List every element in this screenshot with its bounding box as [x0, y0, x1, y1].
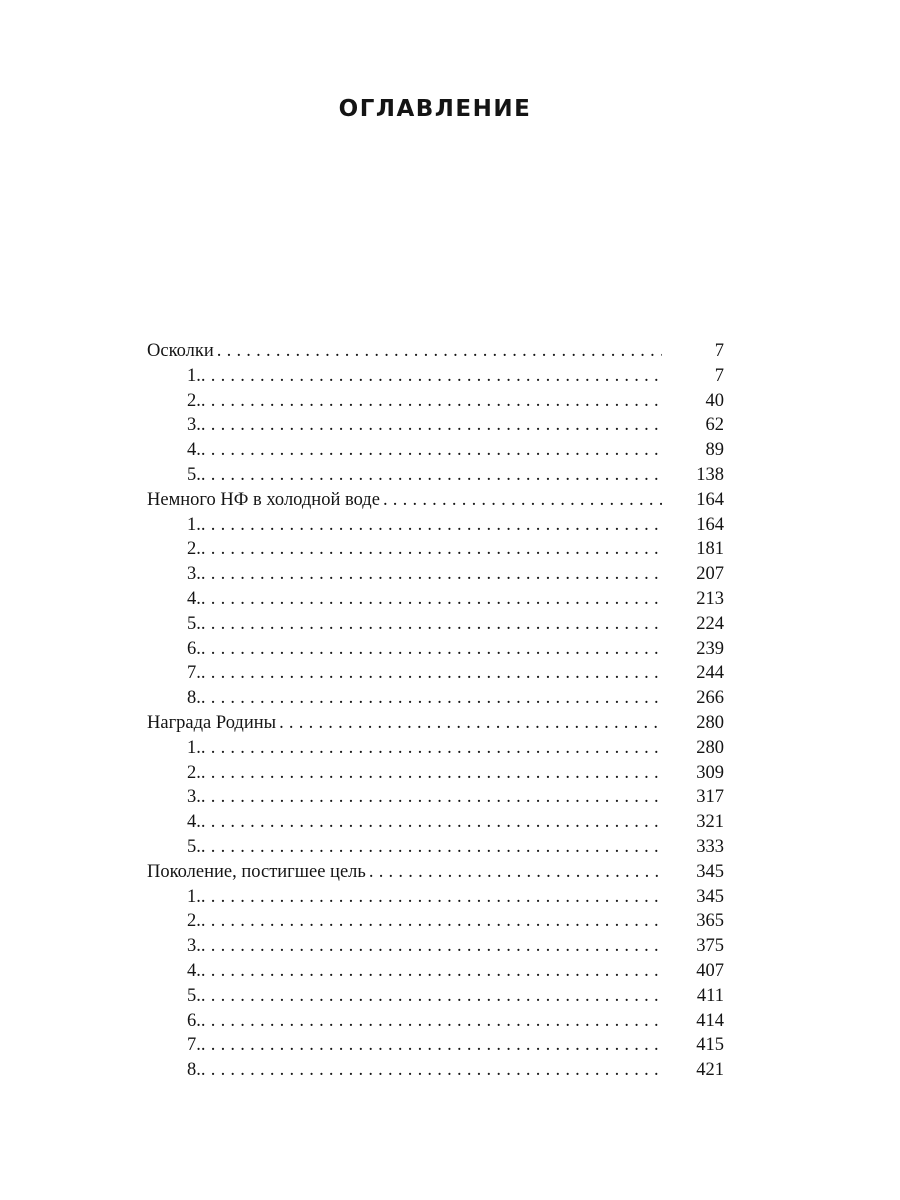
- toc-subentry: [147, 810, 724, 835]
- page-number: 407: [696, 960, 724, 981]
- page-number: 421: [696, 1060, 724, 1081]
- toc-entry: [147, 860, 724, 885]
- page-number: 207: [696, 564, 724, 585]
- toc-entry-label: Немного НФ в холодной воде: [147, 489, 380, 510]
- toc-subentry-label: 6.: [187, 638, 201, 659]
- toc-subentry-label: 8.: [187, 1060, 201, 1081]
- toc-subentry: [147, 661, 724, 686]
- toc-subentry: [147, 413, 724, 438]
- toc-subentry-label: 8.: [187, 688, 201, 709]
- dot-leader: [201, 984, 662, 1009]
- toc-subentry: [147, 909, 724, 934]
- dot-leader: [201, 1058, 662, 1083]
- toc-subentry: [147, 612, 724, 637]
- dot-leader: [201, 761, 662, 786]
- toc-subentry: [147, 984, 724, 1009]
- page-number: 7: [714, 341, 724, 361]
- page-number: 40: [705, 390, 724, 411]
- toc-entry-label: Осколки: [147, 341, 214, 361]
- page-number: 62: [705, 415, 724, 436]
- dot-leader: [201, 736, 662, 761]
- toc-subentry-label: 1.: [187, 514, 201, 535]
- dot-leader: [366, 860, 662, 885]
- toc-subentry-label: 3.: [187, 936, 201, 957]
- page-number: 280: [696, 737, 724, 758]
- dot-leader: [201, 587, 662, 612]
- page-number: 164: [696, 489, 724, 510]
- toc-subentry-label: 1.: [187, 737, 201, 758]
- page-number: 365: [696, 911, 724, 932]
- toc-subentry-label: 5.: [187, 464, 201, 485]
- dot-leader: [201, 885, 662, 910]
- table-of-contents: [147, 339, 724, 1083]
- dot-leader: [201, 537, 662, 562]
- dot-leader: [380, 488, 662, 513]
- dot-leader: [201, 463, 662, 488]
- dot-leader: [201, 389, 662, 414]
- dot-leader: [201, 934, 662, 959]
- toc-subentry-label: 1.: [187, 886, 201, 907]
- toc-subentry: [147, 959, 724, 984]
- toc-subentry: [147, 463, 724, 488]
- toc-subentry-label: 2.: [187, 539, 201, 560]
- toc-subentry: [147, 885, 724, 910]
- toc-entry: [147, 711, 724, 736]
- page-number: 224: [696, 613, 724, 634]
- dot-leader: [201, 637, 662, 662]
- toc-subentry: [147, 934, 724, 959]
- toc-subentry: [147, 761, 724, 786]
- toc-subentry: [147, 438, 724, 463]
- page-number: 89: [705, 440, 724, 461]
- page-title: ОГЛАВЛЕНИЕ: [338, 96, 532, 122]
- toc-subentry: [147, 1058, 724, 1083]
- toc-subentry: [147, 537, 724, 562]
- page-number: 411: [696, 985, 724, 1006]
- page-number: 244: [696, 663, 724, 684]
- toc-entry-label: Награда Родины: [147, 712, 277, 733]
- dot-leader: [201, 513, 662, 538]
- toc-entry: [147, 339, 724, 364]
- toc-subentry: [147, 736, 724, 761]
- toc-subentry: [147, 1033, 724, 1058]
- page-number: 317: [696, 787, 724, 808]
- dot-leader: [201, 413, 662, 438]
- toc-subentry-label: 3.: [187, 415, 201, 436]
- page-number: 415: [696, 1035, 724, 1056]
- dot-leader: [201, 686, 662, 711]
- page-number: 266: [696, 688, 724, 709]
- toc-subentry: [147, 637, 724, 662]
- toc-subentry-label: 5.: [187, 836, 201, 857]
- dot-leader: [201, 438, 662, 463]
- dot-leader: [201, 1009, 662, 1034]
- toc-subentry-label: 7.: [187, 1035, 201, 1056]
- page-number: 321: [696, 812, 724, 833]
- page-number: 309: [696, 762, 724, 783]
- toc-subentry: [147, 835, 724, 860]
- toc-subentry-label: 6.: [187, 1010, 201, 1031]
- page-number: 375: [696, 936, 724, 957]
- toc-subentry-label: 4.: [187, 588, 201, 609]
- page-number: 164: [696, 514, 724, 535]
- toc-subentry-label: 5.: [187, 985, 201, 1006]
- page-number: 213: [696, 588, 724, 609]
- toc-entry: [147, 488, 724, 513]
- dot-leader: [201, 959, 662, 984]
- dot-leader: [201, 612, 662, 637]
- toc-subentry: [147, 364, 724, 389]
- dot-leader: [214, 339, 662, 364]
- page-number: 345: [696, 861, 724, 882]
- toc-subentry: [147, 513, 724, 538]
- dot-leader: [201, 661, 662, 686]
- toc-subentry-label: 3.: [187, 787, 201, 808]
- toc-subentry-label: 1.: [187, 365, 201, 386]
- page-number: 345: [696, 886, 724, 907]
- toc-subentry-label: 4.: [187, 960, 201, 981]
- toc-subentry-label: 4.: [187, 440, 201, 461]
- dot-leader: [276, 711, 662, 736]
- toc-subentry: [147, 1009, 724, 1034]
- toc-subentry-label: 2.: [187, 390, 201, 411]
- toc-subentry: [147, 562, 724, 587]
- toc-subentry-label: 3.: [187, 564, 201, 585]
- page-number: 7: [714, 365, 724, 386]
- page-number: 138: [696, 464, 724, 485]
- toc-subentry: [147, 785, 724, 810]
- dot-leader: [201, 1033, 662, 1058]
- page-number: 333: [696, 836, 724, 857]
- page-number: 280: [696, 712, 724, 733]
- page-number: 181: [696, 539, 724, 560]
- toc-subentry-label: 2.: [187, 762, 201, 783]
- dot-leader: [201, 785, 662, 810]
- dot-leader: [201, 835, 662, 860]
- dot-leader: [201, 562, 662, 587]
- dot-leader: [201, 810, 662, 835]
- toc-subentry-label: 2.: [187, 911, 201, 932]
- page-number: 239: [696, 638, 724, 659]
- toc-subentry: [147, 587, 724, 612]
- dot-leader: [201, 909, 662, 934]
- dot-leader: [201, 364, 662, 389]
- toc-entry-label: Поколение, постигшее цель: [147, 861, 366, 882]
- page-number: 414: [696, 1010, 724, 1031]
- toc-subentry-label: 5.: [187, 613, 201, 634]
- toc-subentry-label: 7.: [187, 663, 201, 684]
- toc-subentry-label: 4.: [187, 812, 201, 833]
- toc-subentry: [147, 389, 724, 414]
- toc-subentry: [147, 686, 724, 711]
